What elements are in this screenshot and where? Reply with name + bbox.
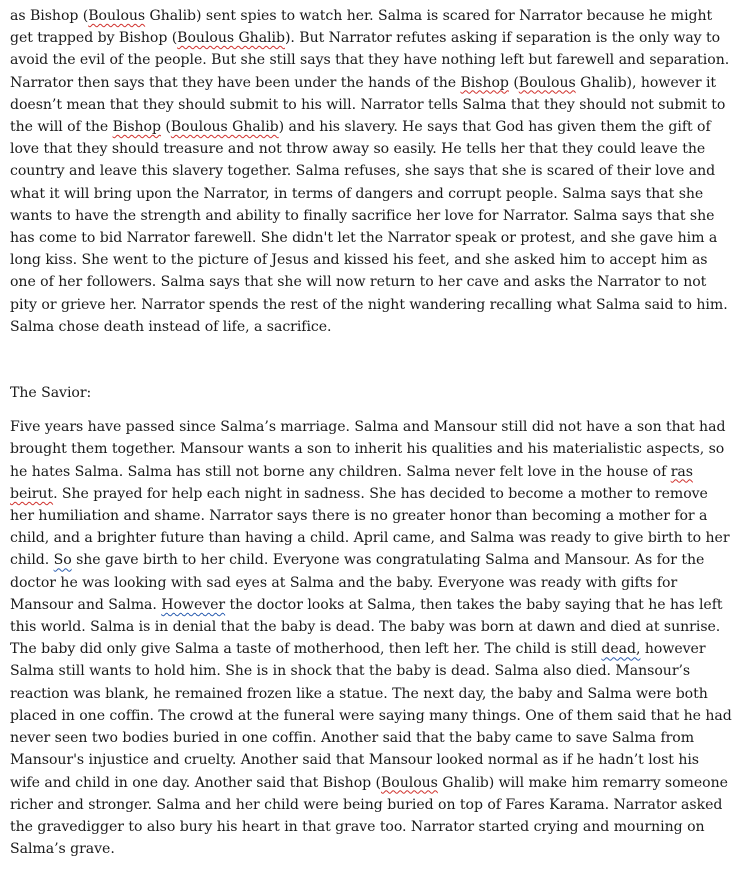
text-run: the doctor looks at Salma, then takes the baby saying that he has left this world. Salma is in denial that the baby is dead. The baby was born at dawn and died at sunrise. The baby did only give Salma a taste of motherhood, then left her. The child is still bbox=[10, 596, 723, 658]
spelling-flag: Boulous Ghalib bbox=[170, 119, 279, 136]
paragraph-spacer bbox=[10, 338, 732, 382]
spelling-flag: ras beirut bbox=[10, 463, 693, 502]
paragraph-salma-farewell bbox=[10, 5, 732, 338]
text-run: as Bishop ( bbox=[10, 8, 89, 24]
text-run: ( bbox=[508, 74, 519, 91]
paragraph-the-savior bbox=[10, 416, 732, 860]
spelling-flag: Boulous bbox=[88, 8, 146, 24]
text-run: ( bbox=[160, 119, 171, 136]
spelling-flag: Boulous Ghalib bbox=[177, 30, 285, 47]
grammar-flag: So bbox=[53, 552, 72, 569]
text-run: she gave birth to her child. Everyone was congratulating Salma and Mansour. As for the doctor he was looking with sad eyes at Salma and the baby. Everyone was ready with gifts for Mansour and Salma. bbox=[10, 552, 705, 613]
text-run: Ghalib), however it doesn’t mean that they should submit to his will. Narrator tells Salma that they should not submit to the will of the bbox=[10, 74, 726, 136]
spelling-flag: Boulous bbox=[518, 74, 576, 91]
spelling-flag: Bishop bbox=[460, 74, 509, 91]
text-run: . She prayed for help each night in sadness. She has decided to become a mother to remove her humiliation and shame. Narrator says there is no greater honor than becoming a mother for a child, and a brighter future than having a child. April came, and Salma was ready to give birth to her child. bbox=[10, 485, 730, 569]
section-heading: The Savior: bbox=[10, 385, 92, 402]
text-run: Ghalib) will make him remarry someone richer and stronger. Salma and her child were being buried on top of Fares Karama. Narrator asked the gravedigger to also bury his heart in that grave too. Narrator started crying and mourning on Salma’s grave. bbox=[10, 774, 728, 858]
spelling-flag: Boulous bbox=[380, 774, 438, 791]
text-run: Five years have passed since Salma’s marriage. Salma and Mansour still did not have a son that had brought them together. Mansour wants a son to inherit his qualities and his materialistic aspects, so he hates Salma. Salma has still not borne any children. Salma never felt love in the house of bbox=[10, 419, 726, 480]
text-run: ). But Narrator refutes asking if separation is the only way to avoid the evil of the people. But she still says that they have nothing left but farewell and separation. Narrator then says that they have been under the hands of the bbox=[10, 30, 730, 91]
text-run: Ghalib) sent spies to watch her. Salma is scared for Narrator because he might get trapped by Bishop ( bbox=[10, 8, 713, 47]
grammar-flag: However bbox=[161, 596, 226, 613]
grammar-flag: dead, bbox=[601, 641, 641, 658]
text-run: ) and his slavery. He says that God has given them the gift of love that they should treasure and not throw away so easily. He tells her that they could leave the country and leave this slavery together. Salma refuses, she says that she is scared of their love and what it will bring upon the Narrator, in terms of dangers and corrupt people. Salma says that she wants to have the strength and ability to finally sacrifice her love for Narrator. Salma says that she has come to bid Narrator farewell. She didn't let the Narrator speak or protest, and she gave him a long kiss. She went to the picture of Jesus and kissed his feet, and she asked him to accept him as one of her followers. Salma says that she will now return to her cave and asks the Narrator to not pity or grieve her. Narrator spends the rest of the night wandering recalling what Salma said to him. Salma chose death instead of life, a sacrifice. bbox=[10, 119, 728, 335]
spelling-flag: Bishop bbox=[112, 119, 161, 136]
text-run: however Salma still wants to hold him. She is in shock that the baby is dead. Salma also died. Mansour’s reaction was blank, he remained frozen like a statue. The next day, the baby and Salma were both placed in one coffin. The crowd at the funeral were saying many things. One of them said that he had never seen two bodies buried in one coffin. Another said that the baby came to save Salma from Mansour's injustice and cruelty. Another said that Mansour looked normal as if he hadn’t lost his wife and child in one day. Another said that Bishop ( bbox=[10, 641, 732, 791]
